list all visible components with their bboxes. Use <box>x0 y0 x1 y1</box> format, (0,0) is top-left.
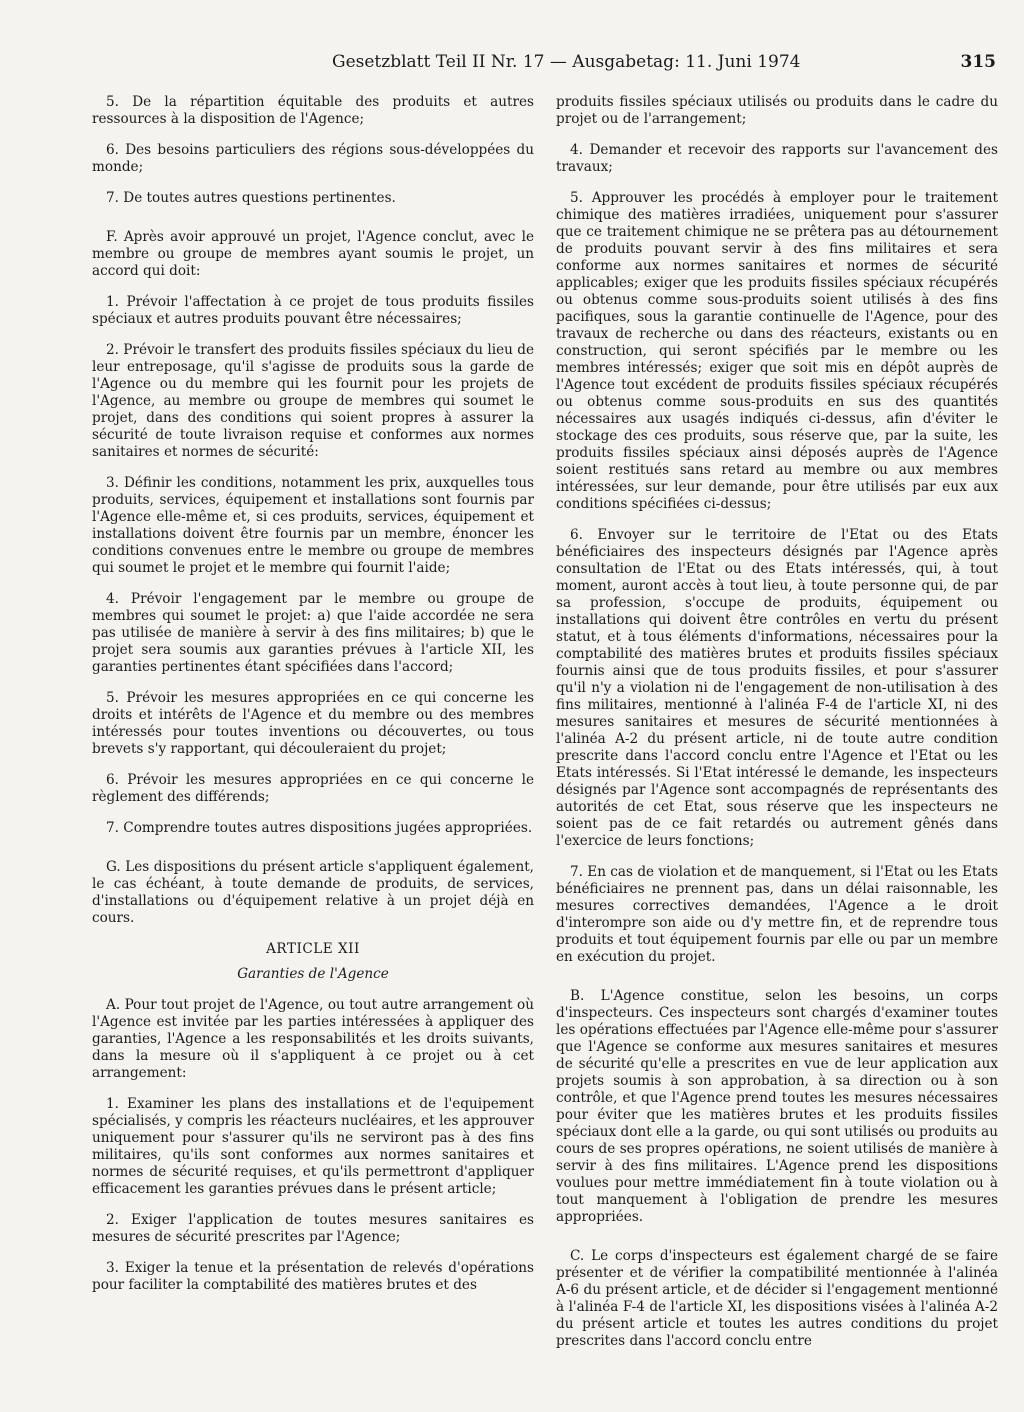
paragraph: A. Pour tout projet de l'Agence, ou tout autre arrangement où l'Agence est invitée par les parties intéressées à appliquer des garanties, l'Agence a les responsabilités et les droits suivants, dans la mesure où il s'appliquent à ce projet ou à cet arrangement: <box>92 997 534 1081</box>
page-number: 315 <box>960 52 996 72</box>
paragraph: 6. Des besoins particuliers des régions sous-développées du monde; <box>92 142 534 175</box>
paragraph: produits fissiles spéciaux utilisés ou produits dans le cadre du projet ou de l'arrangement; <box>556 94 998 127</box>
paragraph: 6. Prévoir les mesures appropriées en ce qui concerne le règlement des différends; <box>92 772 534 805</box>
right-column <box>556 94 998 1364</box>
paragraph: 7. De toutes autres questions pertinentes. <box>106 190 396 206</box>
paragraph: 5. De la répartition équitable des produits et autres ressources à la disposition de l'Agence; <box>92 94 534 127</box>
left-column <box>92 94 534 1308</box>
paragraph: B. L'Agence constitue, selon les besoins, un corps d'inspecteurs. Ces inspecteurs sont chargés d'examiner toutes les opérations effectuées par l'Agence elle-même pour s'assurer que l'Agence se conforme aux mesures sanitaires et mesures de sécurité qu'elle a prescrites en vue de leur application aux projets soumis à son approbation, à sa direction ou à son contrôle, et que l'Agence prend toutes les mesures nécessaires pour éviter que les matières brutes et les produits fissiles spéciaux dont elle a la garde, ou qui sont utilisés ou produits au cours de ses propres opérations, ne soient utilisés de manière à servir à des fins militaires. L'Agence prend les dispositions voulues pour mettre immédiatement fin à toute violation ou à tout manquement à l'obligation de prendre les mesures appropriées. <box>556 988 998 1225</box>
paragraph: G. Les dispositions du présent article s'appliquent également, le cas échéant, à toute demande de produits, de services, d'installations ou d'équipement relative à un projet déjà en cours. <box>92 859 534 926</box>
header-title: Gesetzblatt Teil II Nr. 17 — Ausgabetag: 11. Juni 1974 <box>332 52 801 72</box>
paragraph: 2. Prévoir le transfert des produits fissiles spéciaux du lieu de leur entreposage, qu'il s'agisse de produits sous la garde de l'Agence ou du membre qui les fournit pour les projets de l'Agence, au membre ou groupe de membres qui soumet le projet, dans des conditions qui soient propres à assurer la sécurité de toute livraison requise et conformes aux normes sanitaires et normes de sécurité: <box>92 342 534 460</box>
page-header <box>92 52 996 78</box>
paragraph: 6. Envoyer sur le territoire de l'Etat ou des Etats bénéficiaires des inspecteurs désignés par l'Agence après consultation de l'Etat ou des Etats intéressés, qui, à tout moment, auront accès à tout lieu, à toute personne qui, de par sa profession, s'occupe de produits, équipement ou installations qui doivent être contrôles en vertu du présent statut, et à tous éléments d'informations, nécessaires pour la comptabilité des matières brutes et produits fissiles spéciaux fournis ainsi que de tous produits fissiles, et pour s'assurer qu'il n'y a violation ni de l'engagement de non-utilisation à des fins militaires, mentionné à l'alinéa F-4 de l'article XI, ni des mesures sanitaires et mesures de sécurité mentionnées à l'alinéa A-2 du présent article, ni de toute autre condition prescrite dans l'accord conclu entre l'Agence et l'Etat ou les Etats intéressés. Si l'Etat intéressé le demande, les inspecteurs désignés par l'Agence sont accompagnés de représentants des autorités de cet Etat, sous réserve que les inspecteurs ne soient pas de ce fait retardés ou autrement gênés dans l'exercice de leurs fonctions; <box>556 527 998 849</box>
paragraph: 1. Prévoir l'affectation à ce projet de tous produits fissiles spéciaux et autres produits pouvant être nécessaires; <box>92 294 534 327</box>
paragraph: C. Le corps d'inspecteurs est également chargé de se faire présenter et de vérifier la compatibilité mentionnée à l'alinéa A-6 du présent article, et de décider si l'engagement mentionné à l'alinéa F-4 de l'article XI, les dispositions visées à l'alinéa A-2 du présent article et toutes les autres conditions du projet prescrites dans l'accord conclu entre <box>556 1248 998 1349</box>
paragraph: 2. Exiger l'application de toutes mesures sanitaires es mesures de sécurité prescrites par l'Agence; <box>92 1212 534 1245</box>
paragraph: 5. Prévoir les mesures appropriées en ce qui concerne les droits et intérêts de l'Agence et du membre ou des membres intéressés pour toutes inventions ou découvertes, ou tous brevets s'y rapportant, qui découleraient du projet; <box>92 690 534 757</box>
paragraph: 5. Approuver les procédés à employer pour le traitement chimique des matières irradiées, uniquement pour s'assurer que ce traitement chimique ne se prêtera pas au détournement de produits pouvant servir à des fins militaires et sera conforme aux normes sanitaires et normes de sécurité applicables; exiger que les produits fissiles spéciaux récupérés ou obtenus comme sous-produits soient utilisés à des fins pacifiques, sous la garantie continuelle de l'Agence, pour des travaux de recherche ou dans des réacteurs, existants ou en construction, qui seront spécifiés par le membre ou les membres intéressés; exiger que soit mis en dépôt auprès de l'Agence tout excédent de produits fissiles spéciaux récupérés ou obtenus comme sous-produits en sus des quantités nécessaires aux usagés indiqués ci-dessus, afin d'éviter le stockage des ces produits, sous réserve que, par la suite, les produits fissiles spéciaux ainsi déposés auprès de l'Agence soient restitués sans retard au membre ou aux membres intéressées, sur leur demande, pour être utilisés par eux aux conditions spécifiées ci-dessus; <box>556 190 998 512</box>
paragraph: 3. Exiger la tenue et la présentation de relevés d'opérations pour faciliter la comptabilité des matières brutes et des <box>92 1260 534 1293</box>
article-heading: ARTICLE XII <box>266 941 360 957</box>
paragraph: 4. Prévoir l'engagement par le membre ou groupe de membres qui soumet le projet: a) que l'aide accordée ne sera pas utilisée de manière à servir à des fins militaires; b) que le projet sera soumis aux garanties prévues à l'article XII, les garanties pertinentes étant spécifiées dans l'accord; <box>92 591 534 675</box>
paragraph: 4. Demander et recevoir des rapports sur l'avancement des travaux; <box>556 142 998 175</box>
paragraph: F. Après avoir approuvé un projet, l'Agence conclut, avec le membre ou groupe de membres ayant soumis le projet, un accord qui doit: <box>92 229 534 279</box>
paragraph: 3. Définir les conditions, notamment les prix, auxquelles tous produits, services, équipement et installations sont fournis par l'Agence elle-même et, si ces produits, services, équipement et installations doivent être fournis par un membre, énoncer les conditions convenues entre le membre ou groupe de membres qui soumet le projet et le membre qui fournit l'aide; <box>92 475 534 576</box>
paragraph: 7. En cas de violation et de manquement, si l'Etat ou les Etats bénéficiaires ne prennent pas, dans un délai raisonnable, les mesures correctives demandées, l'Agence a le droit d'interompre son aide ou d'y mettre fin, et de reprendre tous produits et tout équipement fournis par elle ou par un membre en exécution du projet. <box>556 864 998 965</box>
article-subheading: Garanties de l'Agence <box>237 966 389 982</box>
paragraph: 7. Comprendre toutes autres dispositions jugées appropriées. <box>106 820 533 836</box>
paragraph: 1. Examiner les plans des installations et de l'equipement spécialisés, y compris les réacteurs nucléaires, et les approuver uniquement pour s'assurer qu'ils ne serviront pas à des fins militaires, qu'ils sont conformes aux normes sanitaires et normes de sécurité requises, et qu'ils permettront d'appliquer efficacement les garanties prévues dans le présent article; <box>92 1096 534 1197</box>
